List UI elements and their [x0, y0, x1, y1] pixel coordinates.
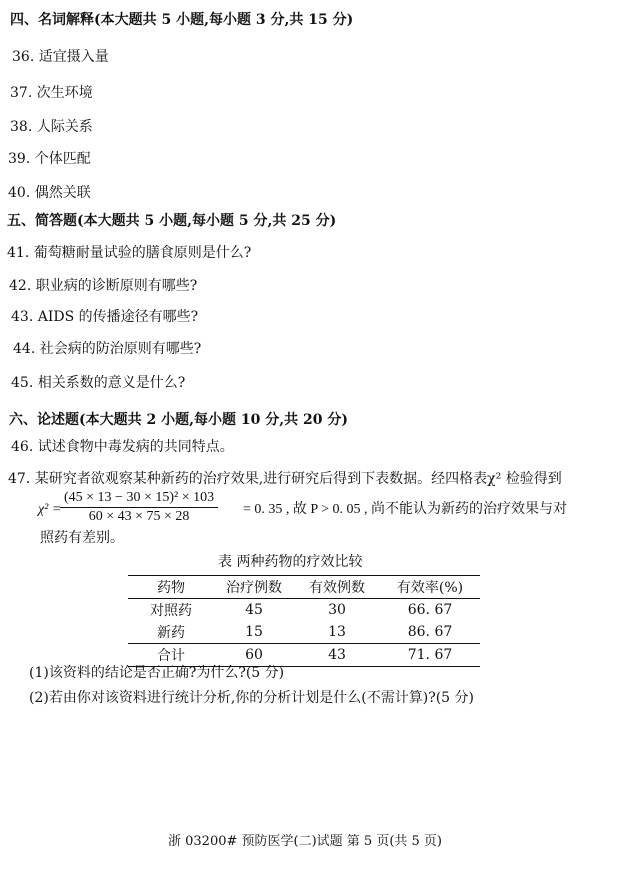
sub-question-1: (1)该资料的结论是否正确?为什么?(5 分)	[29, 665, 285, 681]
question-45: 45. 相关系数的意义是什么?	[11, 375, 186, 391]
drug-efficacy-table	[128, 575, 480, 667]
question-44: 44. 社会病的防治原则有哪些?	[13, 341, 202, 357]
chi-square-result: = 0. 35 , 故 P > 0. 05 , 尚不能认为新药的治疗效果与对	[243, 502, 568, 517]
table-header-cell: 药物	[128, 576, 214, 599]
page-footer: 浙 03200# 预防医学(二)试题 第 5 页(共 5 页)	[168, 834, 443, 849]
question-37: 37. 次生环境	[10, 85, 93, 101]
table-cell: 60	[214, 644, 294, 667]
question-38: 38. 人际关系	[10, 119, 93, 135]
table-cell: 13	[328, 624, 346, 640]
question-36: 36. 适宜摄入量	[12, 49, 109, 65]
question-47-line3: 照药有差别。	[40, 530, 124, 546]
table-cell: 66. 67	[407, 602, 453, 618]
question-46: 46. 试述食物中毒发病的共同特点。	[11, 439, 234, 455]
sub-question-2: (2)若由你对该资料进行统计分析,你的分析计划是什么(不需计算)?(5 分)	[29, 690, 474, 706]
section-6-heading: 六、论述题(本大题共 2 小题,每小题 10 分,共 20 分)	[9, 412, 348, 428]
chi-square-lhs: χ² =	[38, 502, 62, 517]
table-cell: 新药	[157, 625, 185, 641]
table-cell: 15	[245, 624, 263, 640]
question-41: 41. 葡萄糖耐量试验的膳食原则是什么?	[7, 245, 252, 261]
question-43: 43. AIDS 的传播途径有哪些?	[11, 309, 199, 325]
table-header-cell: 有效例数	[294, 576, 380, 599]
table-row	[128, 599, 480, 622]
table-cell: 对照药	[150, 603, 192, 619]
section-4-heading: 四、名词解释(本大题共 5 小题,每小题 3 分,共 15 分)	[10, 12, 354, 28]
table-header-cell: 有效率(%)	[380, 576, 480, 599]
table-row	[128, 621, 480, 644]
table-cell: 86. 67	[407, 624, 453, 640]
table-header-cell: 治疗例数	[214, 576, 294, 599]
question-40: 40. 偶然关联	[8, 185, 91, 201]
table-cell: 合计	[128, 644, 214, 667]
fraction-denominator: 60 × 43 × 75 × 28	[88, 509, 190, 524]
fraction-numerator: (45 × 13 − 30 × 15)² × 103	[60, 489, 218, 508]
table-header-row	[128, 576, 480, 599]
table-cell: 71. 67	[380, 644, 480, 667]
question-42: 42. 职业病的诊断原则有哪些?	[9, 278, 198, 294]
table-caption: 表 两种药物的疗效比较	[218, 554, 363, 570]
chi-square-fraction	[60, 489, 218, 526]
table-cell: 30	[328, 602, 346, 618]
section-5-heading: 五、简答题(本大题共 5 小题,每小题 5 分,共 25 分)	[7, 213, 337, 229]
table-cell: 45	[245, 602, 263, 618]
question-47-line1: 47. 某研究者欲观察某种新药的治疗效果,进行研究后得到下表数据。经四格表χ² 检验得到	[8, 471, 562, 487]
question-39: 39. 个体匹配	[8, 151, 91, 167]
table-cell: 43	[294, 644, 380, 667]
